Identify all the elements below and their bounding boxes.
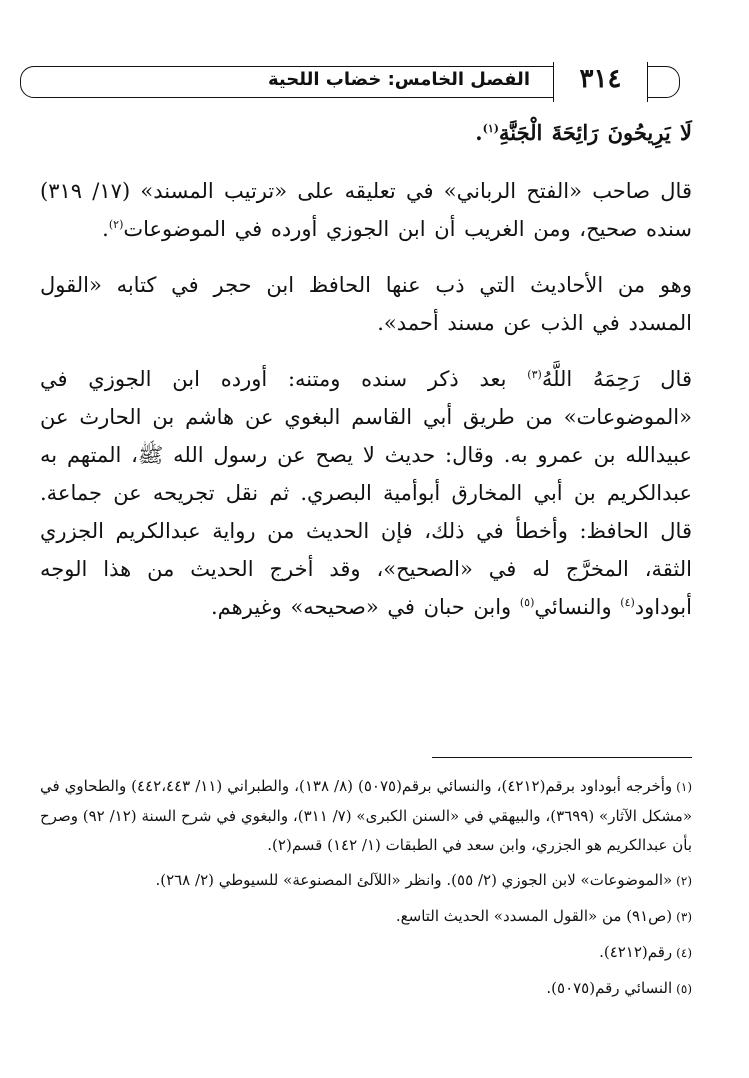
paragraph-text: قال صاحب «الفتح الرباني» في تعليقه على «ترتيب المسند» (١٧/ ٣١٩) سنده صحيح، ومن الغريب أن ابن الجوزي أورده في الموضوعات <box>40 179 692 241</box>
page-number: ٣١٤ <box>579 64 622 94</box>
footnote-number: (٥) <box>676 982 692 996</box>
paragraph-ibn-hajar <box>40 266 692 342</box>
paragraph-text: وهو من الأحاديث التي ذب عنها الحافظ ابن حجر في كتابه «القول المسدد في الذب عن مسند أحمد». <box>40 273 692 335</box>
footnote-text: (ص٩١) من «القول المسدد» الحديث التاسع. <box>395 907 673 925</box>
footnote-number: (٢) <box>676 874 692 888</box>
footnote-3 <box>40 902 692 932</box>
paragraph-text-a: قال رَحِمَهُ اللَّهُ <box>541 367 692 391</box>
footnote-5 <box>40 974 692 1004</box>
paragraph-hadith-end <box>40 114 692 152</box>
footnote-marker-3: (٣) <box>527 368 542 381</box>
footnote-marker-1: (١) <box>482 122 499 135</box>
footnote-number: (٣) <box>676 910 692 924</box>
page-number-box <box>553 62 648 102</box>
footnote-number: (١) <box>676 780 692 794</box>
paragraph-text-d: وابن حبان في «صحيحه» وغيرهم. <box>211 595 520 619</box>
footnote-text: رقم(٤٢١٢). <box>599 943 673 961</box>
footnote-text: وأخرجه أبوداود برقم(٤٢١٢)، والنسائي برقم(٥٠٧٥) (٨/ ١٣٨)، والطبراني (١١/ ٤٤٢،٤٤٣) والطحاوي في «مشكل الآثار» (٣٦٩٩)، والبيهقي في «السنن الكبرى» (٧/ ٣١١)، والبغوي في شرح السنة (١٢/ ٩٢) وصرح بأن عبدالكريم هو الجزري، وابن سعد في الطبقات (١/ ١٤٢) قسم(٢). <box>40 777 692 854</box>
footnote-2 <box>40 866 692 896</box>
paragraph-text-b: بعد ذكر سنده ومتنه: أورده ابن الجوزي في «الموضوعات» من طريق أبي القاسم البغوي عن هاشم بن الحارث عن عبيدالله بن عمرو به. وقال: حديث لا يصح عن رسول الله ﷺ، المتهم به عبدالكريم بن أبي المخارق أبوأمية البصري. ثم نقل تجريحه عن جماعة. قال الحافظ: وأخطأ في ذلك، فإن الحديث من رواية عبدالكريم الجزري الثقة، المخرَّج له في «الصحيح»، وقد أخرج الحديث من هذا الوجه أبوداود <box>40 367 692 619</box>
footnote-text: النسائي رقم(٥٠٧٥). <box>546 979 673 997</box>
paragraph-text-c: والنسائي <box>534 595 621 619</box>
chapter-title: الفصل الخامس: خضاب اللحية <box>267 69 530 90</box>
period: . <box>102 217 109 241</box>
footnote-divider <box>432 757 692 758</box>
footnote-marker-5: (٥) <box>519 596 535 609</box>
footnote-marker-2: (٢) <box>108 218 124 231</box>
footnote-1 <box>40 772 692 860</box>
footnote-4 <box>40 938 692 968</box>
footnote-text: «الموضوعات» لابن الجوزي (٢/ ٥٥). وانظر «اللآلئ المصنوعة» للسيوطي (٢/ ٢٦٨). <box>155 871 673 889</box>
footnote-number: (٤) <box>676 946 692 960</box>
page-header <box>20 66 680 100</box>
footnotes <box>40 772 692 1010</box>
paragraph-fath-rabbani <box>40 172 692 248</box>
hadith-text: لَا يَرِيحُونَ رَائِحَةَ الْجَنَّةِ <box>498 120 692 145</box>
period: . <box>475 120 483 145</box>
paragraph-quote <box>40 360 692 626</box>
footnote-marker-4: (٤) <box>620 596 635 609</box>
